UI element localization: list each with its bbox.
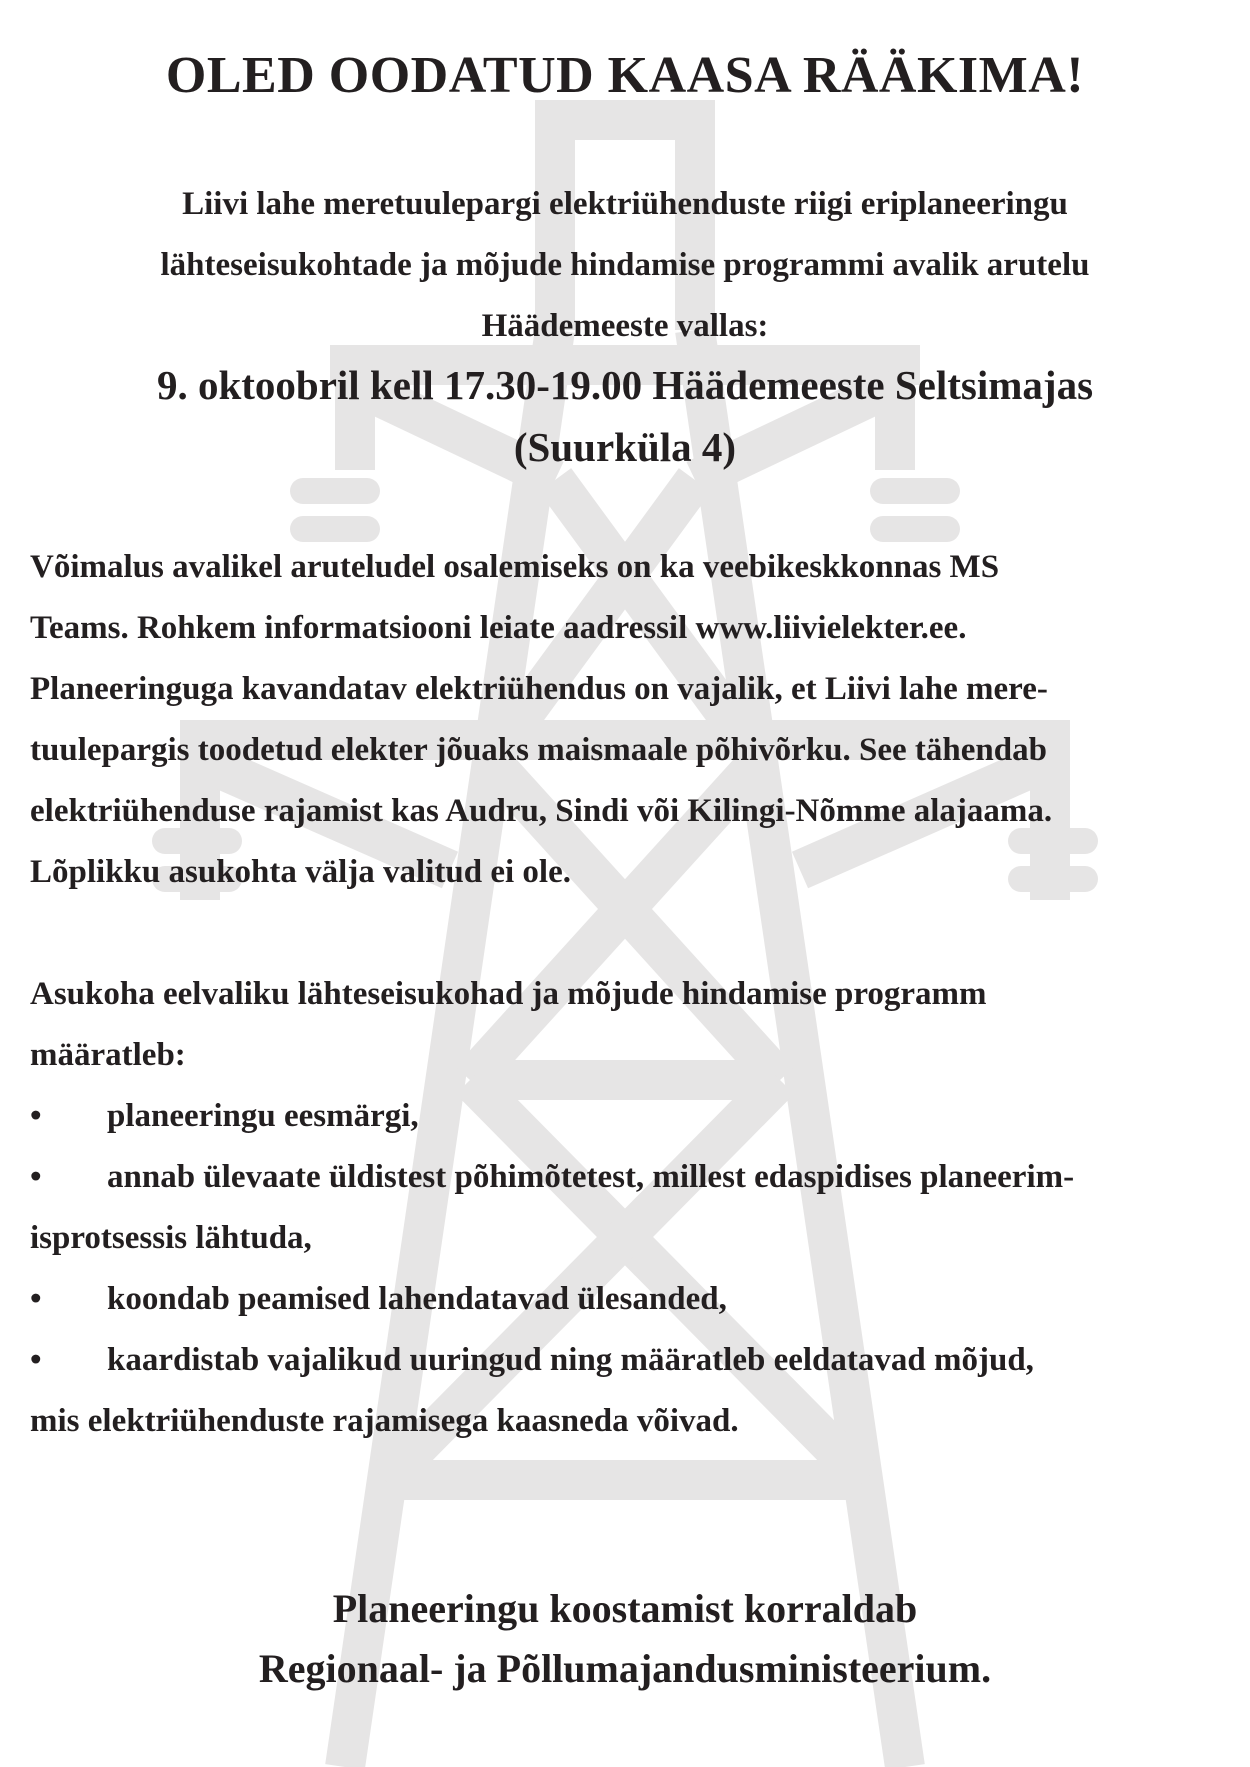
- list-item: planeeringu eesmärgi,: [107, 1098, 419, 1134]
- list-item-continuation: mis elektriühenduste rajamisega kaasneda võivad.: [30, 1403, 739, 1439]
- event-address: (Suurküla 4): [513, 424, 737, 470]
- paragraph-line: elektriühenduse rajamist kas Audru, Sindi või Kilingi-Nõmme alajaama.: [30, 793, 1053, 829]
- event-datetime-venue: 9. oktoobril kell 17.30-19.00 Häädemeeste Seltsimajas: [156, 362, 1094, 408]
- intro-line: Häädemeeste vallas:: [481, 308, 769, 344]
- bullet-symbol: •: [30, 1098, 42, 1134]
- bullet-symbol: •: [30, 1281, 42, 1317]
- intro-line: lähteseisukohtade ja mõjude hindamise programmi avalik arutelu: [160, 247, 1090, 283]
- list-item: kaardistab vajalikud uuringud ning määratleb eeldatavad mõjud,: [107, 1342, 1034, 1378]
- paragraph-line: Võimalus avalikel aruteludel osalemiseks on ka veebikeskkonnas MS: [30, 549, 1000, 585]
- organizer-line: Planeeringu koostamist korraldab: [332, 1586, 918, 1631]
- paragraph-line: Lõplikku asukohta välja valitud ei ole.: [30, 854, 571, 890]
- list-item: annab ülevaate üldistest põhimõtetest, millest edaspidises planeerim-: [107, 1159, 1075, 1195]
- organizer-name: Regionaal- ja Põllumajandusministeerium.: [258, 1646, 992, 1691]
- paragraph-line: tuulepargis toodetud elekter jõuaks maismaale põhivõrku. See tähendab: [30, 732, 1047, 768]
- paragraph-line: Teams. Rohkem informatsiooni leiate aadressil www.liivielekter.ee.: [30, 610, 967, 646]
- paragraph-line: määratleb:: [30, 1037, 186, 1073]
- list-item-continuation: isprotsessis lähtuda,: [30, 1220, 312, 1256]
- intro-line: Liivi lahe meretuulepargi elektriühenduste riigi eriplaneeringu: [182, 186, 1068, 222]
- paragraph-line: Asukoha eelvaliku lähteseisukohad ja mõjude hindamise programm: [30, 976, 987, 1012]
- bullet-symbol: •: [30, 1159, 42, 1195]
- page-title: OLED OODATUD KAASA RÄÄKIMA!: [165, 47, 1085, 104]
- list-item: koondab peamised lahendatavad ülesanded,: [107, 1281, 727, 1317]
- bullet-symbol: •: [30, 1342, 42, 1378]
- paragraph-line: Planeeringuga kavandatav elektriühendus on vajalik, et Liivi lahe mere-: [30, 671, 1048, 707]
